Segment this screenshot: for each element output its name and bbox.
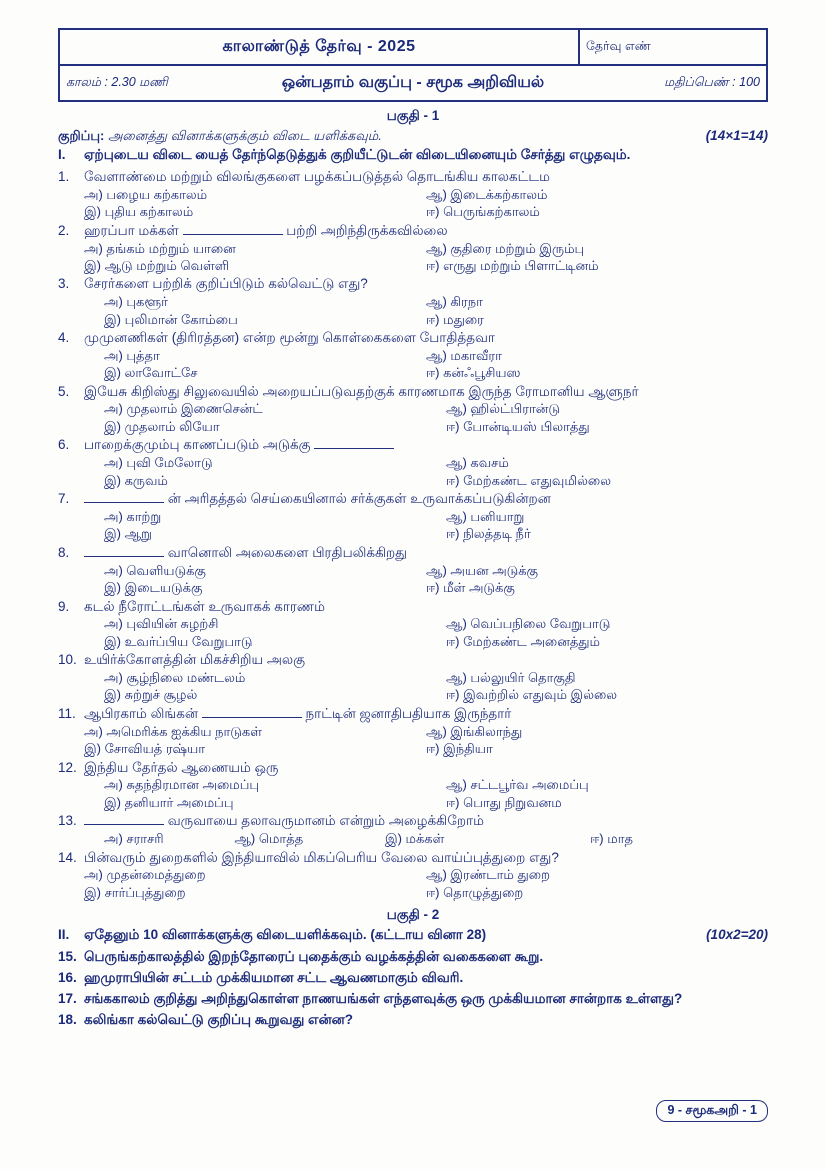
option-list [84, 723, 768, 758]
option[interactable]: ஈ) நிலத்தடி நீர் [446, 526, 531, 542]
option[interactable]: ஆ) கிரநா [426, 294, 483, 310]
part2-marks-tag: (10x2=20) [706, 927, 768, 943]
option[interactable]: இ) ஆறு [104, 526, 152, 542]
option-list [84, 866, 768, 901]
question-item [58, 436, 768, 489]
option[interactable]: ஆ) கவசம் [446, 455, 509, 471]
option[interactable]: ஆ) மகாவீரா [426, 347, 502, 363]
question-text: வானொலி அலைகளை பிரதிபலிக்கிறது [167, 544, 407, 560]
question-item [58, 990, 768, 1008]
option[interactable]: ஆ) இடைக்கற்காலம் [426, 186, 548, 202]
option[interactable]: ஈ) மீள் அடுக்கு [426, 580, 515, 596]
option[interactable]: ஈ) இவற்றில் எதுவும் இல்லை [446, 687, 618, 703]
option[interactable]: இ) முதலாம் லியோ [104, 418, 220, 434]
option[interactable]: அ) காற்று [104, 508, 162, 524]
question-number: 17. [58, 991, 77, 1007]
question-number: 13. [58, 813, 77, 829]
question-text-cont: நாட்டின் ஜனாதிபதியாக இருந்தார் [305, 705, 512, 721]
option-list [84, 400, 768, 435]
question-text: பின்வரும் துறைகளில் இந்தியாவில் மிகப்பெரிய வேலை வாய்ப்புத்துறை எது? [84, 849, 559, 865]
exam-sheet [58, 28, 768, 1128]
option[interactable]: ஈ) போன்டியஸ் பிலாத்து [446, 418, 590, 434]
question-text: கடல் நீரோட்டங்கள் உருவாகக் காரணம் [84, 598, 325, 614]
option[interactable]: ஈ) எருது மற்றும் பிளாட்டினம் [426, 257, 599, 273]
exam-title: காலாண்டுத் தேர்வு - 2025 [222, 38, 416, 55]
fill-blank [84, 490, 164, 503]
fill-blank [183, 222, 283, 235]
question-text: இயேசு கிறிஸ்து சிலுவையில் அறையப்படுவதற்குக் காரணமாக இருந்த ரோமானிய ஆளுநர் [84, 383, 639, 399]
part1-note-text: அனைத்து வினாக்களுக்கும் விடை யளிக்கவும். [107, 128, 382, 143]
option[interactable]: அ) புகளூர் [104, 294, 168, 310]
option[interactable]: ஈ) மேற்கண்ட அனைத்தும் [446, 633, 601, 649]
option[interactable]: இ) புலிமான் கோம்பை [104, 311, 238, 327]
question-text: ஹரப்பா மக்கள் [84, 222, 179, 238]
option-list [84, 615, 768, 650]
question-text: இந்திய தேர்தல் ஆணையம் ஒரு [84, 759, 279, 775]
section-roman-1: I. [58, 147, 66, 162]
section-instruction-text: ஏற்புடைய விடை யைத் தேர்ந்தெடுத்துக் குறியீட்டுடன் விடையினையும் சேர்த்து எழுதவும். [84, 147, 631, 162]
question-number: 5. [58, 383, 70, 399]
option-list [84, 454, 768, 489]
option[interactable]: அ) புவியின் சுழற்சி [104, 616, 219, 632]
option[interactable]: அ) சூழ்நிலை மண்டலம் [104, 670, 246, 685]
option[interactable]: ஈ) பெருங்கற்காலம் [426, 204, 540, 220]
option[interactable]: ஆ) பல்லுயிர் தொகுதி [446, 670, 576, 685]
option-list [84, 669, 768, 704]
question-number: 4. [58, 330, 70, 346]
question-text: சேரர்களை பற்றிக் குறிப்பிடும் கல்வெட்டு எது? [84, 276, 368, 292]
question-text: வருவாயை தலாவருமானம் என்றும் அழைக்கிறோம் [167, 813, 484, 829]
option[interactable]: அ) சுதந்திரமான அமைப்பு [104, 777, 260, 793]
option[interactable]: அ) புத்தா [104, 347, 160, 363]
question-text: உயிர்க்கோளத்தின் மிகச்சிறிய அலகு [84, 652, 305, 668]
question-text-cont: பற்றி அறிந்திருக்கவில்லை [286, 222, 448, 238]
question-text: பெருங்கற்காலத்தில் இறந்தோரைப் புதைக்கும் வழக்கத்தின் வகைகளை கூறு. [84, 949, 544, 965]
option[interactable]: ஈ) இந்தியா [426, 741, 493, 757]
option-list [84, 830, 768, 847]
option[interactable]: அ) பழைய கற்காலம் [84, 186, 208, 202]
question-text: ன் அரிதத்தல் செய்கையினால் சர்க்குகள் உருவாக்கப்படுகின்றன [167, 491, 551, 507]
question-number: 3. [58, 276, 70, 292]
question-item [58, 275, 768, 328]
question-item [58, 1011, 768, 1029]
question-text: சங்ககாலம் குறித்து அறிந்துகொள்ள நாணயங்கள் எந்தளவுக்கு ஒரு முக்கியமான சான்றாக உள்ளது? [84, 991, 683, 1007]
question-item [58, 849, 768, 902]
option[interactable]: இ) சோவியத் ரஷ்யா [84, 741, 206, 757]
option-list [84, 347, 768, 382]
option[interactable]: அ) தங்கம் மற்றும் யானை [84, 240, 236, 256]
question-text: ஆபிரகாம் லிங்கன் [84, 705, 198, 721]
question-number: 12. [58, 759, 77, 775]
fill-blank [84, 544, 164, 557]
question-number: 7. [58, 491, 70, 507]
option[interactable]: ஈ) கன்ஃபூசியஸ [426, 365, 521, 381]
part1-note-row [58, 128, 768, 145]
option[interactable]: ஆ) ஹில்ட்பிரான்டு [446, 401, 560, 417]
question-number: 6. [58, 437, 70, 453]
fill-blank [202, 705, 302, 718]
part1-heading: பகுதி - 1 [386, 108, 440, 123]
question-number: 10. [58, 652, 77, 668]
fill-blank [314, 436, 394, 449]
option[interactable]: அ) புவி மேலோடு [104, 455, 213, 471]
question-item [58, 329, 768, 382]
option-list [84, 562, 768, 597]
question-item [58, 651, 768, 704]
question-number: 16. [58, 970, 77, 986]
exam-duration: காலம் : 2.30 மணி [66, 75, 168, 89]
part2-instruction-row [58, 927, 768, 945]
exam-max-marks: மதிப்பெண் : 100 [664, 75, 760, 89]
question-item [58, 759, 768, 812]
question-item [58, 490, 768, 543]
option[interactable]: இ) லாவோட்சே [104, 365, 198, 381]
option[interactable]: அ) வெளியடுக்கு [104, 562, 206, 578]
question-text: பாறைக்குமும்பு காணப்படும் அடுக்கு [84, 437, 311, 453]
section-roman-2: II. [58, 927, 70, 943]
question-text: கலிங்கா கல்வெட்டு குறிப்பு கூறுவது என்ன? [84, 1012, 354, 1028]
question-text: முமுனணிகள் (திரிரத்தன) என்ற மூன்று கொள்கைகளை போதித்தவா [84, 330, 495, 346]
option[interactable]: ஈ) மேற்கண்ட எதுவுமில்லை [446, 472, 612, 488]
header-subject-row [58, 66, 768, 102]
part2-heading: பகுதி - 2 [386, 907, 440, 923]
option[interactable]: இ) தனியார் அமைப்பு [104, 794, 234, 810]
option[interactable]: ஆ) பனியாறு [446, 508, 525, 524]
option[interactable]: இ) ஆடு மற்றும் வெள்ளி [84, 257, 230, 273]
option[interactable]: ஈ) மாத [590, 831, 633, 847]
option[interactable]: ஆ) மொத்த [234, 831, 304, 847]
option[interactable]: ஈ) மதுரை [426, 311, 484, 327]
option[interactable]: இ) சுற்றுச் சூழல் [104, 687, 198, 703]
option[interactable]: இ) இடையடுக்கு [104, 580, 203, 596]
question-number: 9. [58, 598, 70, 614]
option-list [84, 186, 768, 221]
question-text: வேளாண்மை மற்றும் விலங்குகளை பழக்கப்படுத்தல் தொடங்கிய காலகட்டம [84, 169, 550, 184]
question-item [58, 168, 768, 221]
question-item [58, 383, 768, 436]
header-title-row [58, 28, 768, 66]
question-item [58, 222, 768, 275]
option[interactable]: அ) அமெரிக்க ஐக்கிய நாடுகள் [84, 723, 262, 739]
question-item [58, 948, 768, 966]
question-item [58, 598, 768, 651]
option[interactable]: இ) புதிய கற்காலம் [84, 204, 194, 220]
question-number: 1. [58, 169, 70, 184]
question-number: 11. [58, 705, 76, 721]
option[interactable]: அ) சராசரி [104, 831, 164, 847]
option[interactable]: ஆ) குதிரை மற்றும் இரும்பு [426, 240, 585, 256]
option[interactable]: அ) முதலாம் இணைசென்ட் [104, 401, 263, 417]
part1-section-instruction [58, 147, 768, 165]
option[interactable]: ஈ) தொழுத்துறை [426, 884, 524, 900]
fill-blank [84, 812, 164, 825]
option[interactable]: ஈ) பொது நிறுவனம [446, 794, 562, 810]
option[interactable]: அ) முதன்மைத்துறை [84, 867, 206, 883]
option-list [84, 508, 768, 543]
option[interactable]: ஆ) இரண்டாம் துறை [426, 867, 550, 883]
option[interactable]: ஆ) வெப்பநிலை வேறுபாடு [446, 616, 611, 632]
option[interactable]: ஆ) இங்கிலாந்து [426, 723, 523, 739]
part1-marks-tag: (14×1=14) [705, 128, 768, 143]
question-number: 15. [58, 949, 77, 965]
option-list [84, 240, 768, 275]
part2-instruction-text: ஏதேனும் 10 வினாக்களுக்கு விடையளிக்கவும். (கட்டாய வினா 28) [84, 927, 487, 943]
part1-note-label: குறிப்பு: [58, 128, 105, 143]
option-list [84, 293, 768, 328]
question-number: 18. [58, 1012, 77, 1028]
exam-subject: ஒன்பதாம் வகுப்பு - சமூக அறிவியல் [281, 74, 545, 91]
question-number: 14. [58, 849, 77, 865]
option[interactable]: இ) மக்கள் [384, 831, 445, 847]
option[interactable]: ஆ) சட்டபூர்வ அமைப்பு [446, 777, 589, 793]
question-text: ஹமுராபியின் சட்டம் முக்கியமான சட்ட ஆவணமாகும் விவரி. [84, 970, 464, 986]
paper-code-tag: 9 - சமூகஅறி - 1 [656, 1100, 768, 1122]
question-number: 2. [58, 222, 70, 238]
option[interactable]: இ) உவர்ப்பிய வேறுபாடு [104, 633, 253, 649]
option[interactable]: ஆ) அயன அடுக்கு [426, 562, 539, 578]
question-item [58, 812, 768, 847]
question-item [58, 969, 768, 987]
question-number: 8. [58, 544, 70, 560]
option[interactable]: இ) சார்ப்புத்துறை [84, 884, 186, 900]
register-number-field[interactable]: தேர்வு எண் [578, 30, 766, 64]
question-item [58, 544, 768, 597]
option-list [84, 776, 768, 811]
option[interactable]: இ) கருவம் [104, 472, 168, 488]
question-item [58, 705, 768, 758]
